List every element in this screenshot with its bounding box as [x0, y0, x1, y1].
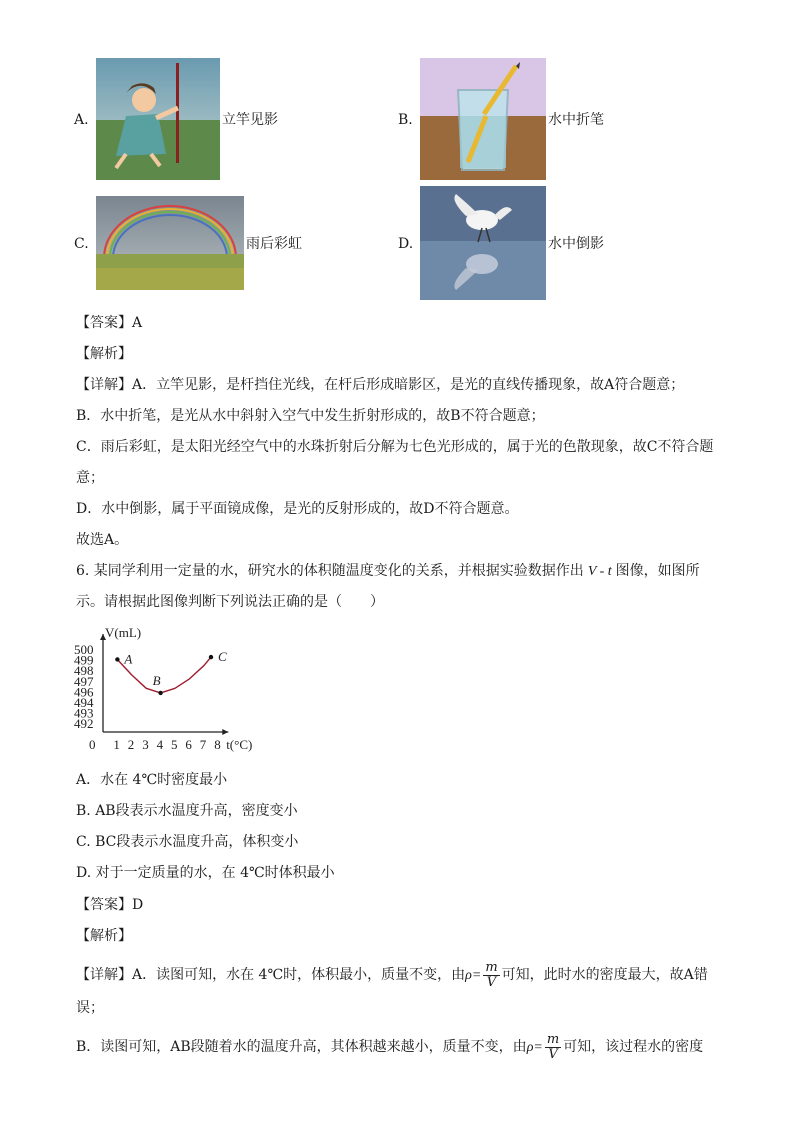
volume-temperature-chart	[70, 620, 300, 760]
q6-detail-3-part-a: B．读图可知，AB段随着水的温度升高，其体积越来越小，质量不变，由	[76, 1039, 527, 1055]
y-tick-label: 498	[74, 663, 94, 679]
option-a-caption: 立竿见影	[222, 112, 278, 128]
q5-detail-line-5: D．水中倒影，属于平面镜成像，是光的反射形成的，故D不符合题意。	[76, 501, 519, 517]
q6-detail-line-1	[76, 958, 708, 993]
q5-detail-line-6: 故选A。	[76, 532, 129, 548]
fraction-denominator: V	[548, 1046, 558, 1062]
data-point	[115, 657, 119, 661]
option-c-letter: C.	[74, 236, 89, 252]
option-d-letter: D.	[398, 236, 414, 252]
q6-stem-vt: V - t	[587, 564, 612, 579]
data-point	[209, 655, 213, 659]
option-d-image	[420, 186, 546, 300]
q6-detail-1-part-a: 【详解】A．读图可知，水在 4℃时，体积最小，质量不变，由	[76, 967, 466, 983]
q6-option-d: D. 对于一定质量的水，在 4℃时体积最小	[76, 865, 335, 881]
data-point	[158, 691, 162, 695]
data-point-label: A	[124, 651, 133, 667]
q6-option-a: A．水在 4℃时密度最小	[76, 772, 228, 788]
q6-answer: 【答案】D	[76, 897, 144, 913]
q6-stem-line-1	[76, 561, 700, 582]
q5-analysis-heading: 【解析】	[76, 346, 132, 362]
x-tick-label: 8	[214, 737, 221, 752]
q5-answer: 【答案】A	[76, 315, 143, 331]
x-tick-label: 3	[142, 737, 149, 752]
q5-detail-line-4: 意；	[76, 470, 104, 486]
y-tick-label: 496	[74, 684, 94, 700]
x-axis-arrow	[222, 729, 228, 735]
data-point-label: C	[218, 649, 227, 665]
x-tick-label: 4	[156, 737, 164, 752]
density-fraction	[545, 1033, 561, 1062]
x-tick-label: 1	[113, 737, 120, 752]
option-b-image	[420, 58, 546, 180]
y-tick-label: 500	[74, 642, 94, 657]
x-tick-label: 7	[199, 737, 207, 752]
density-fraction	[483, 961, 499, 990]
y-tick-label: 494	[74, 695, 94, 710]
option-a-image	[96, 58, 220, 180]
density-formula-rho: ρ=	[526, 1040, 543, 1055]
q6-analysis-heading: 【解析】	[76, 928, 132, 944]
q6-option-b: B. AB段表示水温度升高，密度变小	[76, 803, 298, 819]
x-axis-label: t(°C)	[226, 737, 253, 752]
y-tick-label: 497	[74, 673, 94, 689]
y-tick-label: 492	[74, 716, 94, 732]
fraction-denominator: V	[486, 974, 497, 990]
x-tick-label: 2	[127, 737, 135, 752]
q5-detail-line-2: B．水中折笔，是光从水中斜射入空气中发生折射形成的，故B不符合题意；	[76, 408, 545, 424]
y-tick-label: 493	[74, 705, 94, 721]
q6-detail-line-2: 误；	[76, 1000, 104, 1016]
y-tick-label: 499	[74, 652, 94, 668]
q6-stem-part-b: 图像，如图所	[615, 563, 700, 579]
q6-stem-line-2: 示。请根据此图像判断下列说法正确的是（ ）	[76, 594, 384, 610]
option-c-image	[96, 196, 244, 290]
q6-option-c: C. BC段表示水温度升高，体积变小	[76, 834, 299, 850]
q5-detail-line-1: 【详解】A．立竿见影，是杆挡住光线，在杆后形成暗影区，是光的直线传播现象，故A符合题意；	[76, 377, 685, 393]
option-b-caption: 水中折笔	[548, 112, 604, 128]
option-d-caption: 水中倒影	[548, 236, 604, 252]
data-point-label: B	[152, 672, 161, 688]
y-axis-label: V(mL)	[105, 625, 142, 640]
option-b-letter: B.	[398, 112, 413, 128]
density-formula-rho: ρ=	[465, 968, 482, 983]
fraction-numerator: m	[485, 959, 498, 975]
option-c-caption: 雨后彩虹	[246, 236, 302, 252]
x-tick-label: 5	[171, 737, 178, 752]
q5-detail-line-3: C．雨后彩虹，是太阳光经空气中的水珠折射后分解为七色光形成的，属于光的色散现象，故C不符合题	[76, 439, 714, 455]
q6-detail-3-part-b: 可知，该过程水的密度	[563, 1039, 704, 1055]
option-a-letter: A.	[74, 112, 89, 128]
x-tick-label: 0	[89, 737, 96, 752]
fraction-numerator: m	[546, 1031, 560, 1047]
q6-stem-part-a: 6. 某同学利用一定量的水，研究水的体积随温度变化的关系，并根据实验数据作出	[76, 563, 584, 579]
x-tick-label: 6	[185, 737, 192, 752]
q6-detail-line-3	[76, 1030, 703, 1065]
q6-detail-1-part-b: 可知，此时水的密度最大，故A错	[501, 967, 708, 983]
